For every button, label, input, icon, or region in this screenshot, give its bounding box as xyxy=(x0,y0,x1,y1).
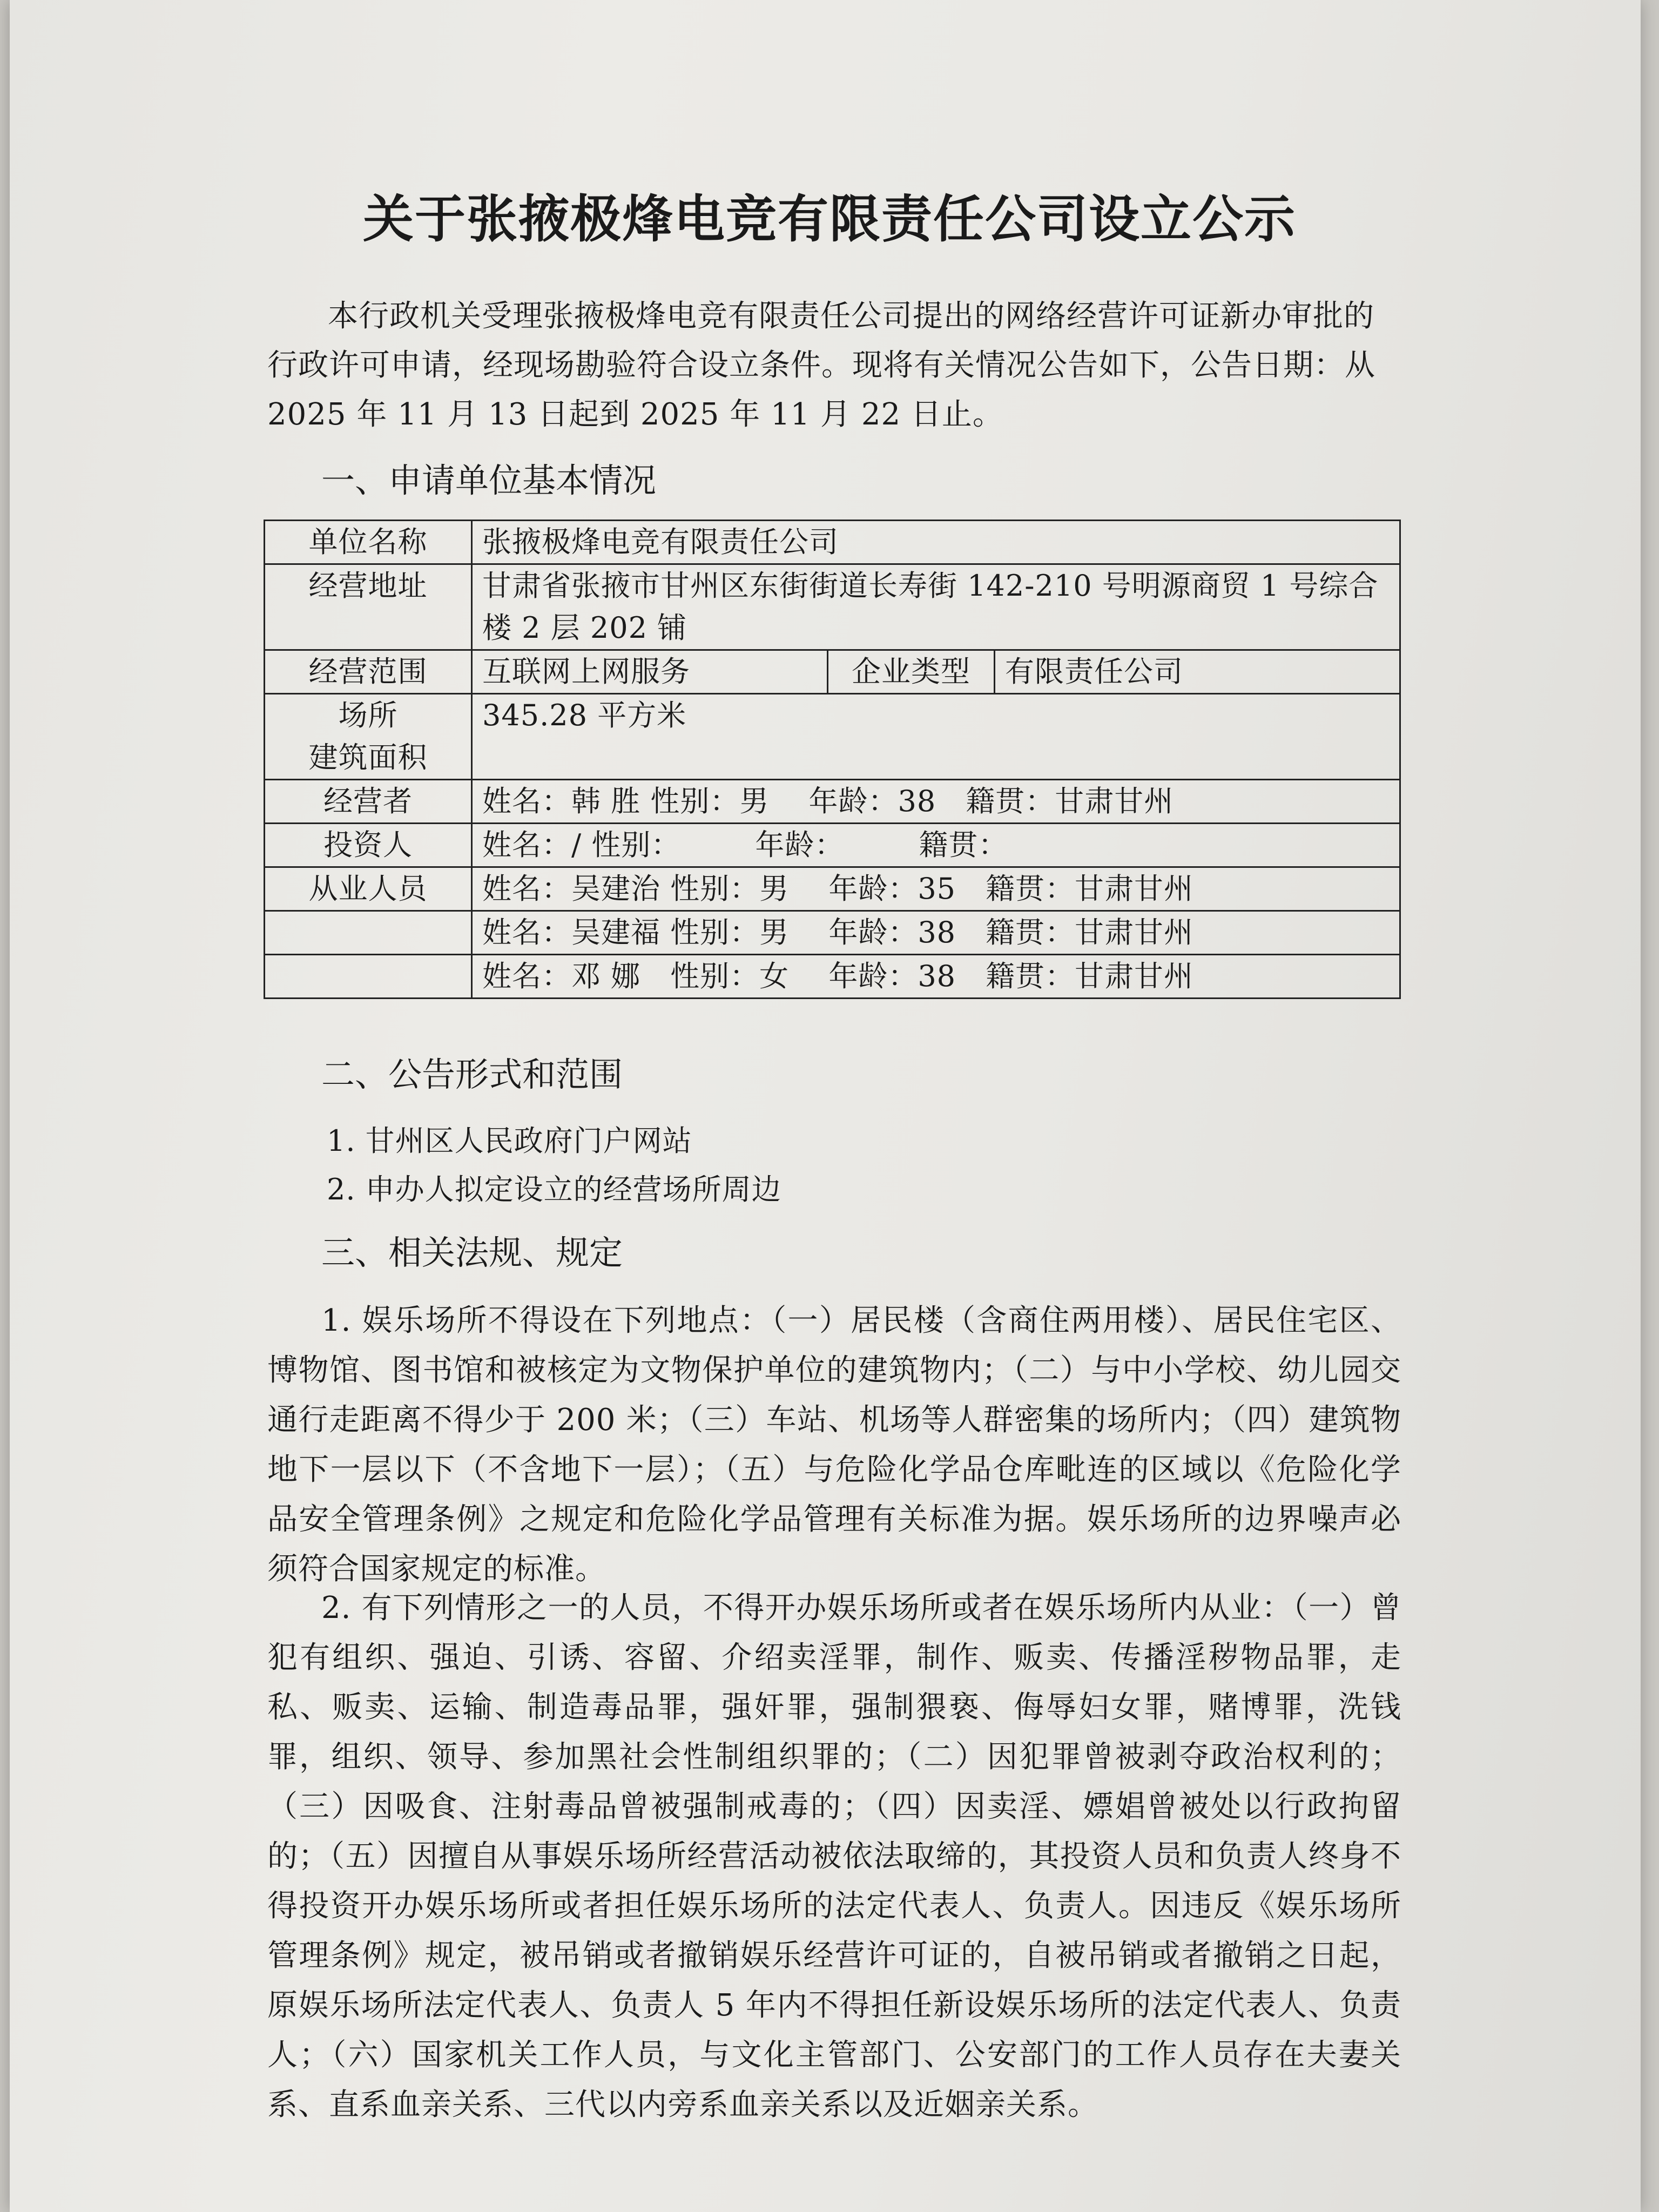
table-row xyxy=(265,650,1400,694)
section1-heading: 一、申请单位基本情况 xyxy=(321,461,657,500)
type-label: 企业类型 xyxy=(828,650,995,694)
document-title: 关于张掖极烽电竞有限责任公司设立公示 xyxy=(362,190,1296,249)
table-row xyxy=(265,955,1400,999)
table-row xyxy=(265,694,1400,780)
section3-heading: 三、相关法规、规定 xyxy=(321,1233,623,1272)
regulation-paragraph-1: 1. 娱乐场所不得设在下列地点：（一）居民楼（含商住两用楼）、居民住宅区、博物馆、图书馆和被核定为文物保护单位的建筑物内；（二）与中小学校、幼儿园交通行走距离不得少于 200 米；（三）车站、机场等人群密集的场所内；（四）建筑物地下一层以下（不含地下一层）；（五）与危险化学品仓库毗连的区域以《危险化学品安全管理条例》之规定和危险化学品管理有关标准为据。娱乐场所的边界噪声必须符合国家规定的标准。 xyxy=(267,1303,1401,1587)
table-row xyxy=(265,911,1400,955)
table-row xyxy=(265,521,1400,564)
scope-label: 经营范围 xyxy=(265,650,472,694)
operator-value: 姓名：韩 胜 性别：男 年龄：38 籍贯：甘肃甘州 xyxy=(472,780,1400,824)
table-row xyxy=(265,564,1400,650)
intro-paragraph: 本行政机关受理张掖极烽电竞有限责任公司提出的网络经营许可证新办审批的行政许可申请，经现场勘验符合设立条件。现将有关情况公告如下，公告日期：从 2025 年 11 月 13 日起到 2025 年 11 月 22 日止。 xyxy=(267,299,1375,432)
table-row xyxy=(265,867,1400,911)
area-label: 场所 建筑面积 xyxy=(265,694,472,780)
area-value: 345.28 平方米 xyxy=(472,694,1400,780)
unit-name-label: 单位名称 xyxy=(265,521,472,564)
applicant-info-table xyxy=(264,520,1401,999)
staff-member-3: 姓名：邓 娜 性别：女 年龄：38 籍贯：甘肃甘州 xyxy=(472,955,1400,999)
staff-label-empty xyxy=(265,911,472,955)
staff-label-empty xyxy=(265,955,472,999)
announcement-item-1: 1. 甘州区人民政府门户网站 xyxy=(327,1124,692,1158)
scope-value: 互联网上网服务 xyxy=(472,650,828,694)
operator-label: 经营者 xyxy=(265,780,472,824)
table-row xyxy=(265,824,1400,867)
unit-name-value: 张掖极烽电竞有限责任公司 xyxy=(472,521,1400,564)
investor-label: 投资人 xyxy=(265,824,472,867)
address-value: 甘肃省张掖市甘州区东街街道长寿街 142-210 号明源商贸 1 号综合楼 2 层 202 铺 xyxy=(472,564,1400,650)
staff-member-2: 姓名：吴建福 性别：男 年龄：38 籍贯：甘肃甘州 xyxy=(472,911,1400,955)
regulation-paragraph-2: 2. 有下列情形之一的人员，不得开办娱乐场所或者在娱乐场所内从业：（一）曾犯有组织、强迫、引诱、容留、介绍卖淫罪，制作、贩卖、传播淫秽物品罪，走私、贩卖、运输、制造毒品罪，强奸罪，强制猥亵、侮辱妇女罪，赌博罪，洗钱罪，组织、领导、参加黑社会性制组织罪的；（二）因犯罪曾被剥夺政治权利的；（三）因吸食、注射毒品曾被强制戒毒的；（四）因卖淫、嫖娼曾被处以行政拘留的；（五）因擅自从事娱乐场所经营活动被依法取缔的，其投资人员和负责人终身不得投资开办娱乐场所或者担任娱乐场所的法定代表人、负责人。因违反《娱乐场所管理条例》规定，被吊销或者撤销娱乐经营许可证的，自被吊销或者撤销之日起，原娱乐场所法定代表人、负责人 5 年内不得担任新设娱乐场所的法定代表人、负责人；（六）国家机关工作人员，与文化主管部门、公安部门的工作人员存在夫妻关系、直系血亲关系、三代以内旁系血亲关系以及近姻亲关系。 xyxy=(267,1590,1401,2122)
address-label: 经营地址 xyxy=(265,564,472,650)
announcement-item-2: 2. 申办人拟定设立的经营场所周边 xyxy=(327,1172,781,1206)
staff-member-1: 姓名：吴建治 性别：男 年龄：35 籍贯：甘肃甘州 xyxy=(472,867,1400,911)
staff-label: 从业人员 xyxy=(265,867,472,911)
section2-heading: 二、公告形式和范围 xyxy=(321,1055,623,1094)
type-value: 有限责任公司 xyxy=(995,650,1400,694)
investor-value: 姓名：/ 性别： 年龄： 籍贯： xyxy=(472,824,1400,867)
table-row xyxy=(265,780,1400,824)
